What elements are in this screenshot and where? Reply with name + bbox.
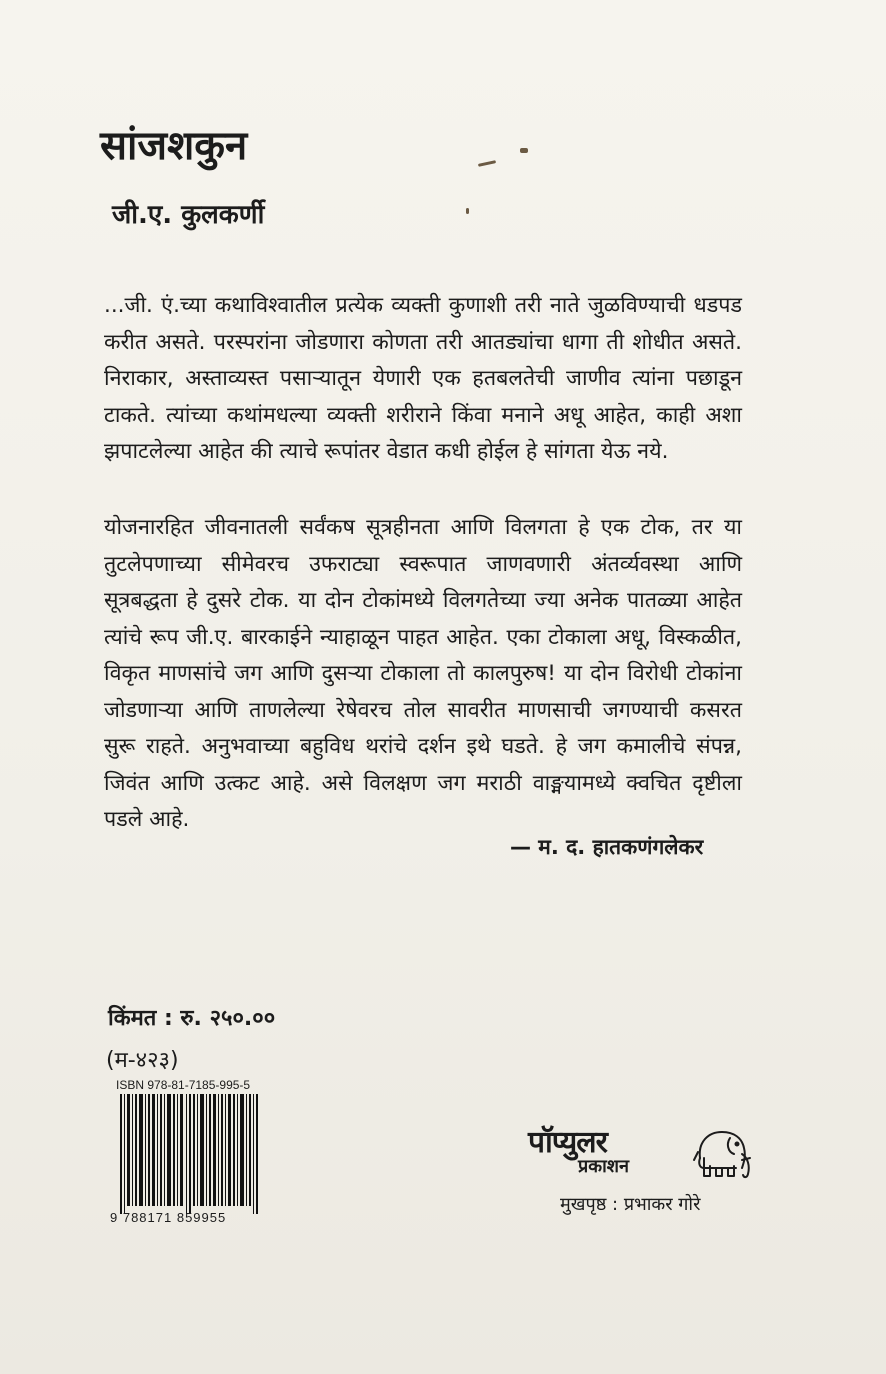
publisher-logo	[524, 1120, 754, 1186]
blurb-paragraph-1: ...जी. एं.च्या कथाविश्वातील प्रत्येक व्यक्ती कुणाशी तरी नाते जुळविण्याची धडपड करीत असते. परस्परांना जोडणारा कोणता तरी आतड्यांचा धागा ती शोधीत असते. निराकार, अस्ताव्यस्त पसाऱ्यातून येणारी एक हतबलतेची जाणीव त्यांना पछाडून टाकते. त्यांच्या कथांमधल्या व्यक्ती शरीराने किंवा मनाने अधू आहेत, काही अशा झपाटलेल्या आहेत की त्याचे रूपांतर वेडात कधी होईल हे सांगता येऊ नये.	[104, 293, 742, 464]
blurb-paragraph-2: योजनारहित जीवनातली सर्वंकष सूत्रहीनता आणि विलगता हे एक टोक, तर या तुटलेपणाच्या सीमेवरच उफराट्या स्वरूपात जाणवणारी अंतर्व्यवस्था आणि सूत्रबद्धता हे दुसरे टोक. या दोन टोकांमध्ये विलगतेच्या ज्या अनेक पातळ्या आहेत त्यांचे रूप जी.ए. बारकाईने न्याहाळून पाहत आहेत. एका टोकाला अधू, विस्कळीत, विकृत माणसांचे जग आणि दुसऱ्या टोकाला तो कालपुरुष! या दोन विरोधी टोकांना जोडणाऱ्या आणि ताणलेल्या रेषेवरच तोल सावरीत माणसाची जगण्याची कसरत सुरू राहते. अनुभवाच्या बहुविध थरांचे दर्शन इथे घडते. हे जग कमालीचे संपन्न, जिवंत आणि उत्कट आहे. असे विलक्षण जग मराठी वाङ्मयामध्ये क्वचित दृष्टीला पडले आहे.	[104, 515, 742, 832]
paper-speck	[520, 148, 528, 153]
barcode-bars-icon	[120, 1094, 260, 1214]
price-label: किंमत : रु. २५०.००	[108, 1006, 276, 1031]
cover-credit: मुखपृष्ठ : प्रभाकर गोरे	[560, 1194, 701, 1215]
book-title: सांजशकुन	[100, 123, 248, 169]
isbn-text: ISBN 978-81-7185-995-5	[116, 1078, 251, 1092]
publisher-subname: प्रकाशन	[578, 1156, 629, 1177]
elephant-icon	[692, 1124, 754, 1182]
publisher-name: पॉप्युलर	[528, 1125, 607, 1160]
barcode-digits: 9 788171 859955	[110, 1210, 227, 1225]
catalog-code: (म-४२३)	[106, 1048, 179, 1073]
paper-speck	[466, 208, 469, 214]
book-author: जी.ए. कुलकर्णी	[112, 200, 265, 230]
barcode	[110, 1094, 260, 1224]
paper-speck	[478, 160, 496, 167]
blurb-signature: — म. द. हातकणंगलेकर	[510, 835, 704, 859]
